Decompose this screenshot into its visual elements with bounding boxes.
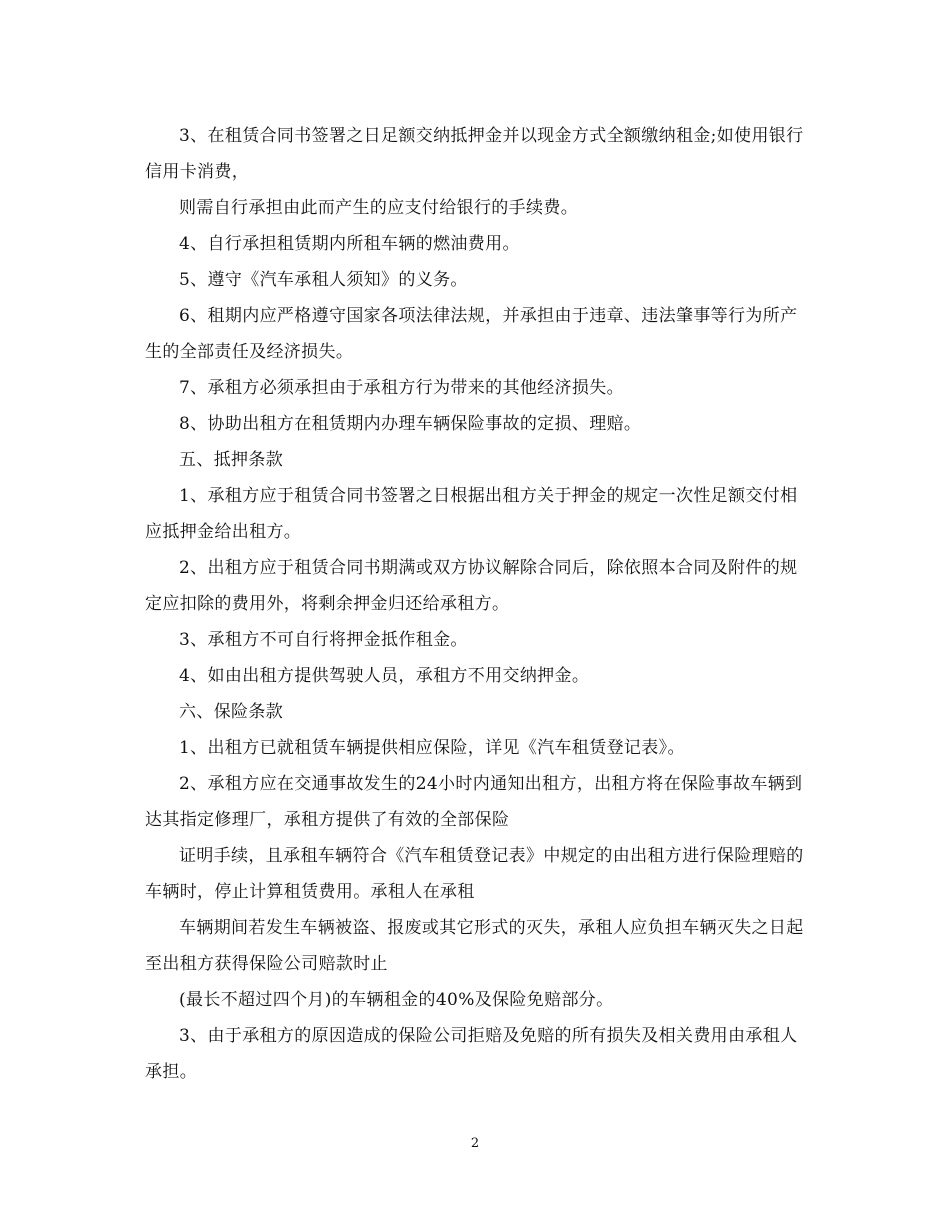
paragraph-deposit-3: 3、承租方不可自行将押金抵作租金。 (179, 630, 468, 650)
paragraph-insurance-vehicle-loss: 车辆期间若发生车辆被盗、报废或其它形式的灭失，承租人应负担车辆灭失之日起至出租方获得保险公司赔款时止 (145, 918, 804, 974)
paragraph-clause-5-renter-notice: 5、遵守《汽车承租人须知》的义务。 (179, 270, 468, 290)
page-number: 2 (470, 1136, 480, 1151)
paragraph-clause-3-deposit: 3、在租赁合同书签署之日足额交纳抵押金并以现金方式全额缴纳租金;如使用银行信用卡消费， (145, 126, 804, 182)
paragraph-insurance-3: 3、由于承租方的原因造成的保险公司拒赔及免赔的所有损失及相关费用由承租人承担。 (145, 1026, 798, 1082)
paragraph-insurance-1: 1、出租方已就租赁车辆提供相应保险，详见《汽车租赁登记表》。 (179, 738, 685, 758)
paragraph-deposit-4: 4、如由出租方提供驾驶人员，承租方不用交纳押金。 (179, 666, 590, 686)
section-heading-insurance-terms: 六、保险条款 (179, 702, 284, 722)
paragraph-insurance-rent-limit: (最长不超过四个月)的车辆租金的40%及保险免赔部分。 (179, 990, 614, 1010)
paragraph-clause-7-losses: 7、承租方必须承担由于承租方行为带来的其他经济损失。 (179, 378, 624, 398)
paragraph-bank-fee: 则需自行承担由此而产生的应支付给银行的手续费。 (179, 198, 579, 218)
paragraph-insurance-2: 2、承租方应在交通事故发生的24小时内通知出租方，出租方将在保险事故车辆到达其指定修理厂，承租方提供了有效的全部保险 (145, 774, 803, 830)
section-heading-deposit-terms: 五、抵押条款 (179, 450, 284, 470)
document-body (145, 118, 807, 1090)
paragraph-insurance-2-continued: 证明手续，且承租车辆符合《汽车租赁登记表》中规定的由出租方进行保险理赔的车辆时，停止计算租赁费用。承租人在承租 (145, 846, 804, 902)
paragraph-clause-6-laws: 6、租期内应严格遵守国家各项法律法规，并承担由于违章、违法肇事等行为所产生的全部责任及经济损失。 (145, 306, 798, 362)
paragraph-clause-8-claims: 8、协助出租方在租赁期内办理车辆保险事故的定损、理赔。 (179, 414, 642, 434)
paragraph-deposit-2: 2、出租方应于租赁合同书期满或双方协议解除合同后，除依照本合同及附件的规定应扣除的费用外，将剩余押金归还给承租方。 (145, 558, 798, 614)
paragraph-deposit-1: 1、承租方应于租赁合同书签署之日根据出租方关于押金的规定一次性足额交付相应抵押金给出租方。 (145, 486, 798, 542)
paragraph-clause-4-fuel: 4、自行承担租赁期内所租车辆的燃油费用。 (179, 234, 520, 254)
